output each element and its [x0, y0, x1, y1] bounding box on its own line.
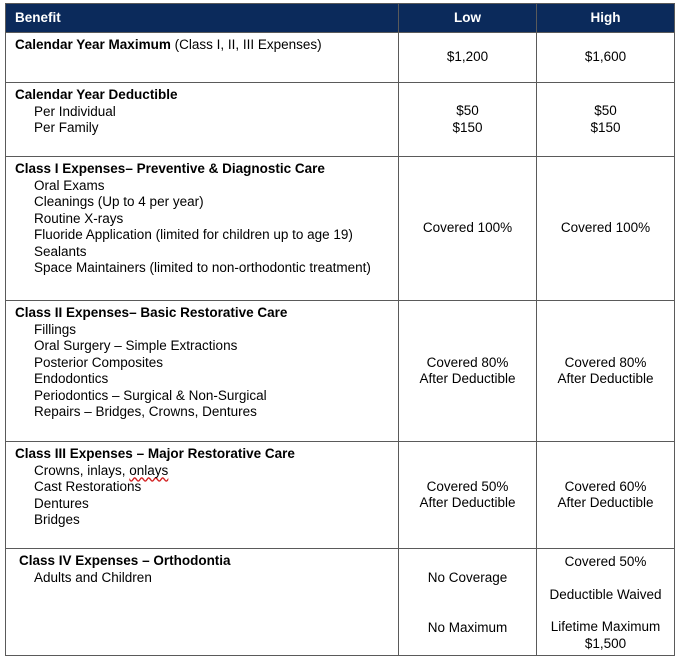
benefit-item: Sealants — [34, 243, 87, 259]
high-line: Covered 50% — [564, 554, 647, 569]
benefit-item: Fillings — [34, 321, 77, 337]
table-row — [6, 83, 675, 157]
spellcheck-flagged-word: onlays — [129, 462, 169, 478]
row-title: Class II Expenses– Basic Restorative Care — [15, 305, 288, 320]
low-line: Covered 80% — [426, 354, 509, 370]
benefit-item: Space Maintainers (limited to non-orthodontic treatment) — [34, 260, 371, 275]
high-value — [537, 549, 675, 656]
benefit-cell — [6, 549, 399, 656]
low-value: $1,200 — [399, 33, 537, 83]
high-value — [537, 442, 675, 549]
benefit-cell — [6, 83, 399, 157]
dental-benefits-table — [5, 3, 675, 656]
low-line: After Deductible — [419, 495, 516, 510]
low-value: Covered 100% — [399, 157, 537, 301]
row-title-note: (Class I, II, III Expenses) — [170, 37, 322, 52]
table-row — [6, 33, 675, 83]
row-title: Calendar Year Deductible — [15, 87, 178, 102]
item-text: Crowns, inlays, — [34, 462, 130, 478]
high-value — [537, 83, 675, 157]
high-value: $1,600 — [537, 33, 675, 83]
high-line: Lifetime Maximum — [550, 619, 661, 634]
row-title: Class I Expenses– Preventive & Diagnostic Care — [15, 161, 325, 176]
header-high: High — [537, 4, 675, 33]
benefit-item: Posterior Composites — [34, 354, 164, 370]
table-row — [6, 157, 675, 301]
benefit-cell — [6, 301, 399, 442]
high-line: After Deductible — [557, 495, 654, 510]
table-row — [6, 442, 675, 549]
high-line: $150 — [590, 119, 621, 135]
high-line: After Deductible — [557, 371, 654, 386]
benefit-item: Endodontics — [34, 371, 109, 386]
table-row — [6, 549, 675, 656]
high-value — [537, 301, 675, 442]
benefit-item: Adults and Children — [34, 569, 152, 585]
benefit-cell — [6, 157, 399, 301]
benefit-cell — [6, 442, 399, 549]
table-header-row — [6, 4, 675, 33]
benefit-item: Routine X-rays — [34, 210, 124, 226]
header-benefit: Benefit — [6, 4, 399, 33]
low-line: No Maximum — [427, 619, 508, 635]
benefit-item: Repairs – Bridges, Crowns, Dentures — [34, 404, 257, 419]
low-line: Covered 50% — [426, 478, 509, 494]
high-line: Deductible Waived — [549, 586, 662, 602]
benefit-item: Bridges — [34, 512, 80, 527]
low-line: After Deductible — [419, 371, 516, 386]
benefit-item — [15, 463, 394, 480]
benefit-item: Cleanings (Up to 4 per year) — [34, 194, 204, 209]
low-value — [399, 83, 537, 157]
row-title: Class III Expenses – Major Restorative Care — [15, 446, 295, 461]
benefit-item: Oral Surgery – Simple Extractions — [34, 338, 238, 353]
benefit-cell — [6, 33, 399, 83]
low-value — [399, 301, 537, 442]
low-line: $150 — [452, 119, 483, 135]
benefit-item: Oral Exams — [34, 177, 105, 193]
low-line: $50 — [456, 103, 479, 118]
benefit-item: Dentures — [34, 495, 89, 511]
high-line: Covered 60% — [564, 478, 647, 494]
high-line: $50 — [594, 103, 617, 118]
benefit-item: Per Individual — [34, 103, 116, 119]
benefit-item: Periodontics – Surgical & Non-Surgical — [34, 387, 267, 403]
row-title: Calendar Year Maximum — [15, 37, 171, 52]
row-title: Class IV Expenses – Orthodontia — [19, 553, 231, 568]
low-line: No Coverage — [427, 570, 508, 585]
low-value — [399, 549, 537, 656]
low-value — [399, 442, 537, 549]
benefit-item: Per Family — [34, 120, 99, 135]
header-low: Low — [399, 4, 537, 33]
high-value: Covered 100% — [537, 157, 675, 301]
benefit-item: Cast Restorations — [34, 479, 142, 494]
table-row — [6, 301, 675, 442]
high-line: $1,500 — [584, 635, 627, 651]
benefit-item: Fluoride Application (limited for children up to age 19) — [34, 227, 353, 242]
high-line: Covered 80% — [564, 354, 647, 370]
